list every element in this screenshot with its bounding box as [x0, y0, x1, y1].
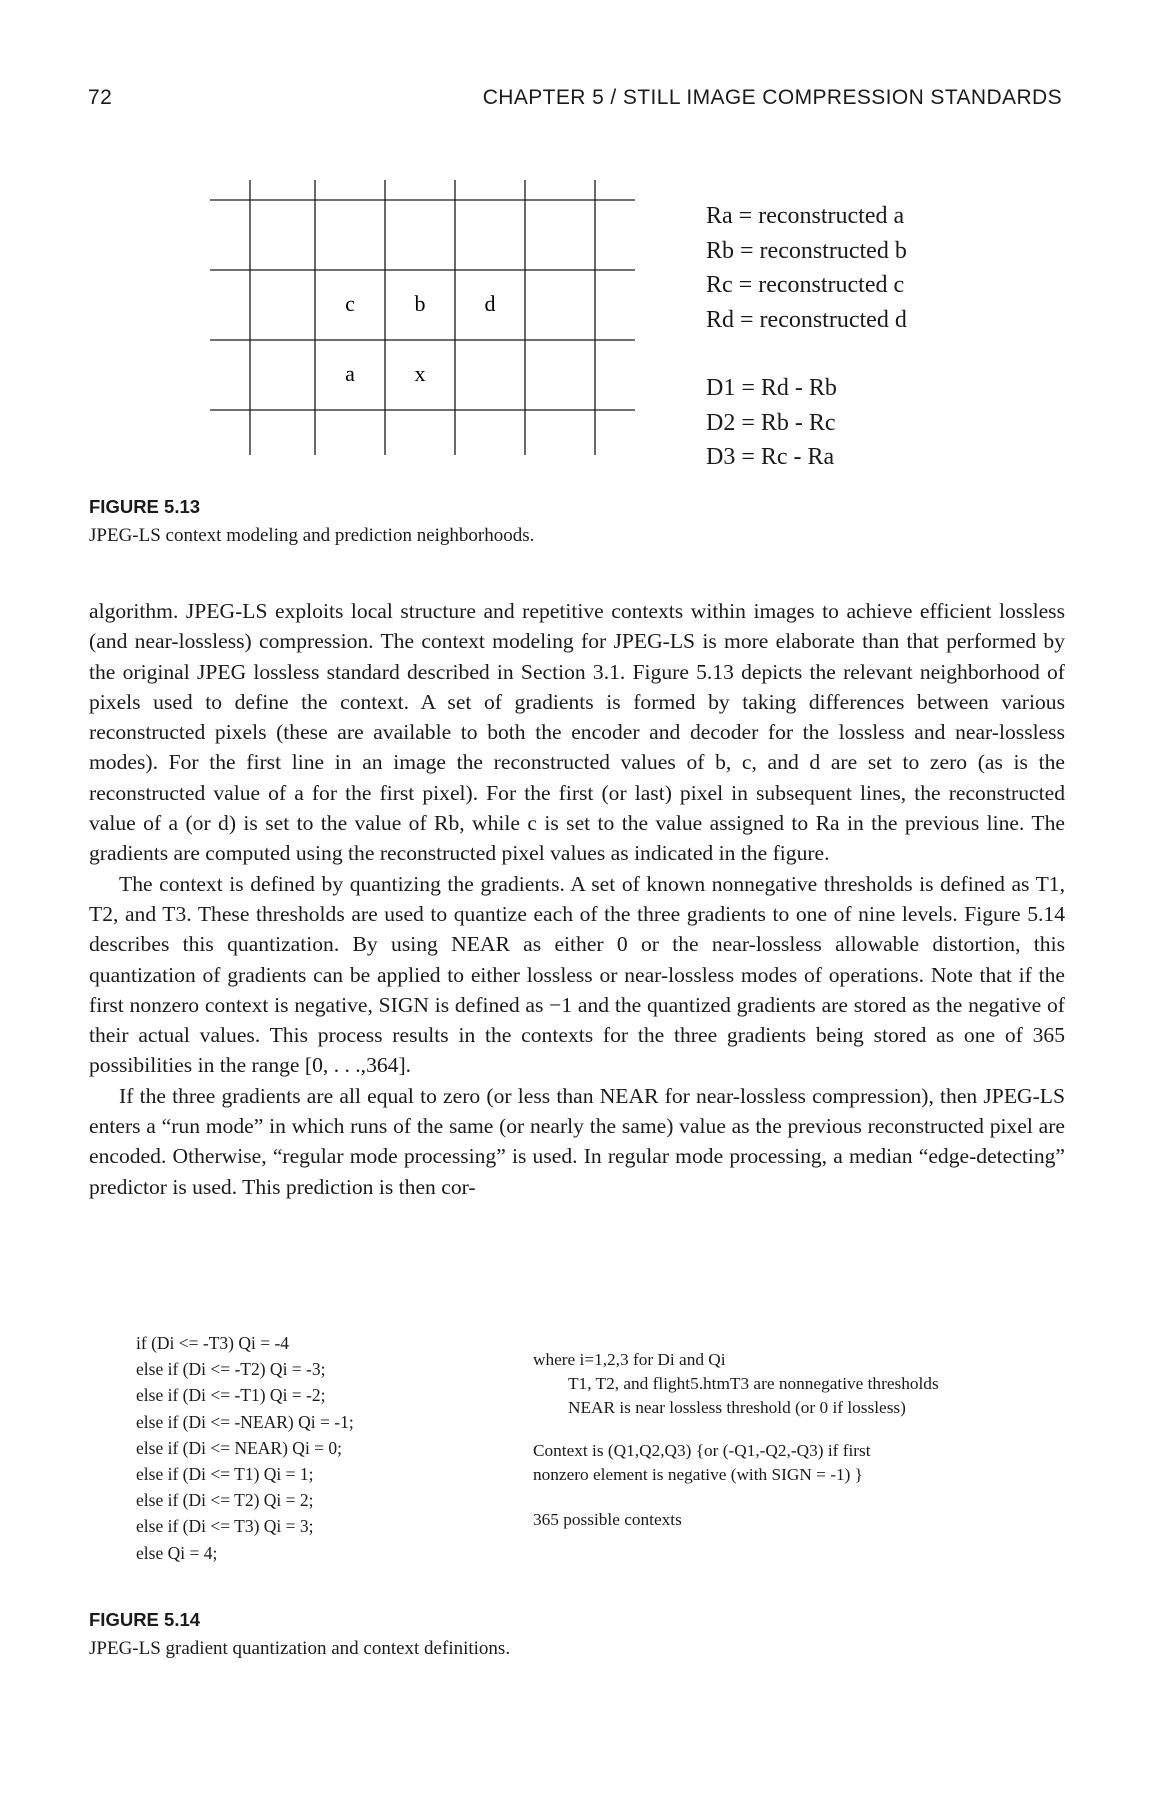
quantization-code [136, 1330, 354, 1566]
figure-label: FIGURE 5.13 [89, 496, 201, 517]
code-line: else if (Di <= T3) Qi = 3; [136, 1516, 314, 1537]
running-head: CHAPTER 5 / STILL IMAGE COMPRESSION STANDARDS [482, 86, 1062, 109]
cell-a: a [345, 361, 355, 386]
context-notes [533, 1348, 939, 1532]
cell-x: x [414, 361, 426, 386]
code-line: else if (Di <= -T1) Qi = -2; [136, 1385, 326, 1406]
figure-label: FIGURE 5.14 [89, 1609, 201, 1630]
code-line: if (Di <= -T3) Qi = -4 [136, 1333, 290, 1353]
legend-item: Ra = reconstructed a [706, 203, 905, 229]
cell-b: b [414, 291, 426, 316]
note-thresholds: T1, T2, and flight5.htmT3 are nonnegative thresholds [568, 1374, 939, 1393]
figure-legend [706, 199, 907, 475]
legend-item: Rd = reconstructed d [706, 306, 907, 333]
note-possible-contexts: 365 possible contexts [533, 1510, 682, 1529]
paragraph: If the three gradients are all equal to zero (or less than NEAR for near-lossless compression), then JPEG-LS enters a “run mode” in which runs of the same (or nearly the same) value as the previous reconstructed pixel are encoded. Otherwise, “regular mode processing” is used. In regular mode processing, a median “edge-detecting” predictor is used. This prediction is then cor- [89, 1083, 1065, 1199]
note-context: Context is (Q1,Q2,Q3) {or (-Q1,-Q2,-Q3) if first [533, 1441, 871, 1460]
code-line: else if (Di <= -T2) Qi = -3; [136, 1359, 326, 1380]
paragraph: The context is defined by quantizing the gradients. A set of known nonnegative thresholds is defined as T1, T2, and T3. These thresholds are used to quantize each of the three gradients to one of nine levels. Figure 5.14 describes this quantization. By using NEAR as either 0 or the near-lossless allowable distortion, this quantization of gradients can be applied to either lossless or near-lossless modes of operations. Note that if the first nonzero context is negative, SIGN is defined as −1 and the quantized gradients are stored as the negative of their actual values. This process results in the contexts for the three gradients being stored as one of 365 possibilities in the range [0, . . .,364]. [89, 871, 1065, 1078]
code-line: else if (Di <= T1) Qi = 1; [136, 1464, 314, 1485]
gradient-definition: D2 = Rb - Rc [706, 409, 836, 436]
cell-c: c [345, 291, 355, 316]
legend-item: Rc = reconstructed c [706, 272, 905, 298]
figure-caption: JPEG-LS context modeling and prediction neighborhoods. [89, 525, 535, 546]
note-where: where i=1,2,3 for Di and Qi [533, 1350, 726, 1369]
cell-d: d [484, 291, 496, 316]
legend-item: Rb = reconstructed b [706, 237, 907, 264]
code-line: else if (Di <= -NEAR) Qi = -1; [136, 1411, 354, 1432]
code-line: else Qi = 4; [136, 1542, 218, 1563]
neighborhood-grid [210, 180, 640, 470]
code-line: else if (Di <= T2) Qi = 2; [136, 1490, 314, 1511]
note-near: NEAR is near lossless threshold (or 0 if lossless) [568, 1398, 906, 1417]
note-context: nonzero element is negative (with SIGN = -1) } [533, 1465, 863, 1484]
gradient-definition: D3 = Rc - Ra [706, 444, 835, 470]
body-text [89, 596, 1065, 1202]
page-number: 72 [88, 86, 113, 109]
gradient-definition: D1 = Rd - Rb [706, 375, 837, 401]
code-line: else if (Di <= NEAR) Qi = 0; [136, 1437, 343, 1458]
paragraph: algorithm. JPEG-LS exploits local structure and repetitive contexts within images to achieve efficient lossless (and near-lossless) compression. The context modeling for JPEG-LS is more elaborate than that performed by the original JPEG lossless standard described in Section 3.1. Figure 5.13 depicts the relevant neighborhood of pixels used to define the context. A set of gradients is formed by taking differences between various reconstructed pixels (these are available to both the encoder and decoder for the lossless and near-lossless modes). For the first line in an image the reconstructed values of b, c, and d are set to zero (as is the reconstructed value of a for the first pixel). For the first (or last) pixel in subsequent lines, the reconstructed value of a (or d) is set to the value of Rb, while c is set to the value assigned to Ra in the previous line. The gradients are computed using the reconstructed pixel values as indicated in the figure. [89, 599, 1065, 866]
figure-caption: JPEG-LS gradient quantization and context definitions. [89, 1638, 511, 1659]
